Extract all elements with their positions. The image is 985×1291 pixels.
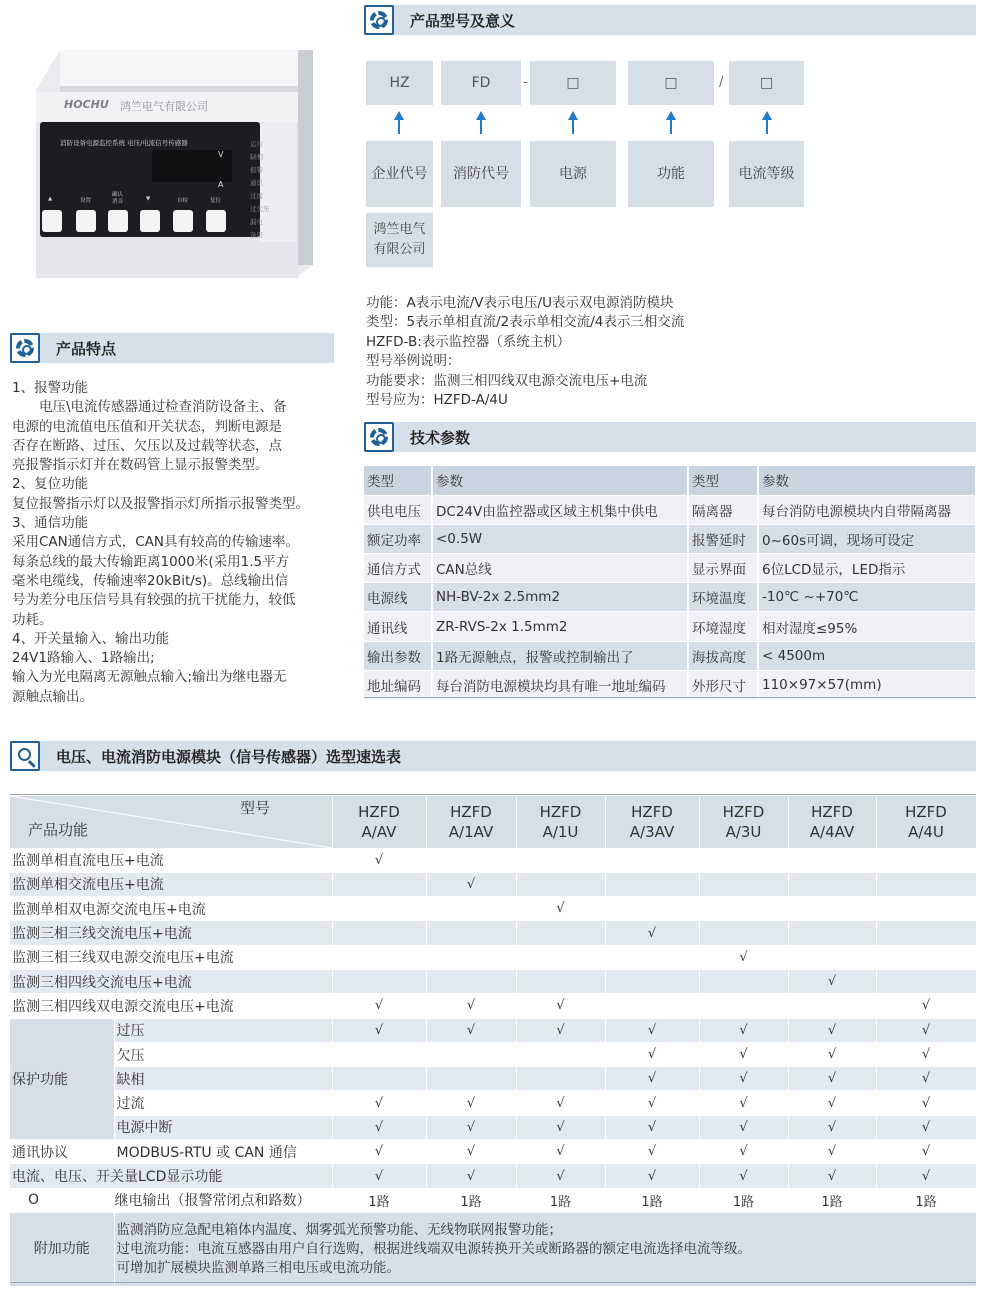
check-mark: √ — [426, 994, 516, 1018]
table-row — [10, 1212, 976, 1286]
feature-line: 亮报警指示灯并在数码管上显示报警类型。 — [12, 457, 269, 474]
check-mark: √ — [788, 1115, 876, 1139]
device-indicators — [250, 138, 270, 242]
tech-table-bottom-rule — [364, 697, 976, 698]
empty-cell — [699, 897, 788, 921]
empty-cell — [699, 872, 788, 896]
function-label: 监测单相直流电压+电流 — [10, 848, 332, 872]
indicator-label: 过流 — [250, 192, 263, 200]
model-suffix: A/3U — [725, 822, 762, 841]
table-cell: 环境温度 — [688, 583, 758, 612]
selection-section-title: 电压、电流消防电源模块（信号传感器）选型速选表 — [56, 748, 402, 766]
check-mark: √ — [876, 1164, 976, 1188]
empty-cell — [332, 897, 426, 921]
check-mark: √ — [332, 1140, 426, 1164]
model-prefix: HZFD — [539, 802, 582, 821]
check-mark: √ — [426, 872, 516, 896]
device-button-down: ▼ — [146, 196, 151, 202]
relay-count: 1路 — [332, 1188, 426, 1212]
check-mark: √ — [788, 1140, 876, 1164]
table-cell: 供电电压 — [364, 495, 432, 524]
model-prefix: HZFD — [450, 802, 492, 821]
model-header — [426, 796, 516, 848]
extra-function-line: 过电流功能：电流互感器由用户自行选购，根据进线端双电源转换开关或断路器的额定电流选择电流等级。 — [116, 1240, 751, 1257]
check-mark: √ — [516, 1164, 605, 1188]
relay-count: 1路 — [426, 1188, 516, 1212]
model-note: 型号举例说明： — [366, 353, 461, 370]
column-header: 参数 — [758, 466, 976, 495]
table-cell: 显示界面 — [688, 554, 758, 583]
table-cell: -10℃ ~+70℃ — [758, 583, 976, 612]
check-mark: √ — [605, 1164, 699, 1188]
check-mark: √ — [605, 1091, 699, 1115]
table-row — [10, 1188, 976, 1212]
column-header: 类型 — [364, 466, 432, 495]
model-suffix: A/4U — [908, 822, 944, 841]
table-cell: 通信方式 — [364, 554, 432, 583]
check-mark: √ — [788, 1164, 876, 1188]
device-button-up: ▲ — [48, 196, 53, 202]
column-header: 类型 — [688, 466, 758, 495]
check-mark: √ — [426, 1018, 516, 1042]
empty-cell — [788, 897, 876, 921]
check-mark: √ — [876, 1091, 976, 1115]
table-cell: 环境湿度 — [688, 612, 758, 641]
check-mark: √ — [699, 1067, 788, 1091]
model-header — [516, 796, 605, 848]
table-row — [364, 554, 976, 583]
device-unit-a: A — [218, 180, 224, 189]
empty-cell — [516, 848, 605, 872]
empty-cell — [605, 969, 699, 993]
protect-item-label: 缺相 — [114, 1067, 332, 1091]
selection-table — [10, 796, 977, 1287]
model-header — [332, 796, 426, 848]
check-mark: √ — [788, 969, 876, 993]
empty-cell — [788, 848, 876, 872]
comm-protocol-value: MODBUS-RTU 或 CAN 通信 — [114, 1140, 332, 1164]
table-row — [10, 994, 976, 1018]
selection-table-bottom-rule — [10, 1282, 976, 1283]
tech-params-table — [364, 466, 977, 700]
check-mark: √ — [788, 1091, 876, 1115]
table-cell: 6位LCD显示，LED指示 — [758, 554, 976, 583]
device-brand: HOCHU — [64, 98, 109, 111]
check-mark: √ — [516, 994, 605, 1018]
check-mark: √ — [605, 1140, 699, 1164]
check-mark: √ — [605, 1018, 699, 1042]
table-cell: 0~60s可调，现场可设定 — [758, 524, 976, 553]
table-cell: NH-BV-2x 2.5mm2 — [432, 583, 688, 612]
feature-line: 采用CAN通信方式，CAN具有较高的传输速率。 — [12, 534, 300, 551]
empty-cell — [332, 945, 426, 969]
meaning-current-level: 电流等级 — [729, 141, 804, 207]
function-label: 监测三相三线双电源交流电压+电流 — [10, 945, 332, 969]
check-mark: √ — [605, 921, 699, 945]
table-cell: 电源线 — [364, 583, 432, 612]
table-row — [10, 1042, 976, 1066]
function-label: 监测三相三线交流电压+电流 — [10, 921, 332, 945]
empty-cell — [876, 921, 976, 945]
device-illustration — [28, 50, 320, 278]
check-mark: √ — [699, 1164, 788, 1188]
model-note: 功能：A表示电流/V表示电压/U表示双电源消防模块 — [366, 295, 674, 311]
function-label: 监测三相四线交流电压+电流 — [10, 969, 332, 993]
model-note: 型号应为：HZFD-A/4U — [366, 392, 508, 409]
empty-cell — [605, 897, 699, 921]
gear-icon — [364, 422, 394, 452]
empty-cell — [516, 945, 605, 969]
arrow-up-icon — [480, 117, 482, 134]
feature-line: 电源的电流值电压值和开关状态，判断电源是 — [12, 418, 282, 435]
empty-cell — [426, 1042, 516, 1066]
column-header: 参数 — [432, 466, 688, 495]
check-mark: √ — [876, 1067, 976, 1091]
table-row — [10, 1140, 976, 1164]
table-cell: 外形尺寸 — [688, 670, 758, 699]
table-row — [364, 495, 976, 524]
model-header — [699, 796, 788, 848]
arrow-up-icon — [398, 117, 400, 134]
feature-line: 1、报警功能 — [12, 380, 89, 396]
check-mark: √ — [332, 1164, 426, 1188]
check-mark: √ — [605, 1042, 699, 1066]
arrow-up-icon — [766, 117, 768, 134]
empty-cell — [426, 969, 516, 993]
check-mark: √ — [876, 994, 976, 1018]
check-mark: √ — [605, 1115, 699, 1139]
model-suffix: A/1U — [542, 822, 579, 841]
model-prefix: HZFD — [722, 802, 765, 821]
empty-cell — [332, 872, 426, 896]
check-mark: √ — [426, 1091, 516, 1115]
protect-group-label: 保护功能 — [10, 1018, 114, 1139]
model-note: 功能要求：监测三相四线双电源交流电压+电流 — [366, 372, 648, 389]
check-mark: √ — [332, 1115, 426, 1139]
empty-cell — [876, 969, 976, 993]
empty-cell — [516, 1067, 605, 1091]
table-row — [10, 1164, 976, 1188]
feature-line: 2、复位功能 — [12, 476, 89, 493]
check-mark: √ — [699, 1018, 788, 1042]
check-mark: √ — [426, 1115, 516, 1139]
table-cell: <0.5W — [432, 524, 688, 553]
indicator-label: 缺相 — [250, 153, 263, 161]
meaning-company-code: 企业代号 — [366, 141, 433, 207]
model-section-title: 产品型号及意义 — [410, 12, 516, 30]
table-row — [10, 1115, 976, 1139]
empty-cell — [876, 945, 976, 969]
feature-line: 24V1路输入、1路输出; — [12, 650, 155, 667]
gear-icon — [10, 333, 40, 363]
check-mark: √ — [332, 994, 426, 1018]
table-row — [364, 641, 976, 670]
empty-cell — [426, 897, 516, 921]
indicator-label: 运行 — [250, 140, 263, 148]
check-mark: √ — [426, 1164, 516, 1188]
model-note: 类型：5表示单相直流/2表示单相交流/4表示三相交流 — [366, 314, 685, 331]
device-panel-title: 消防设备电源监控系统 电压/电流信号传感器 — [60, 139, 188, 147]
indicator-label: 备用 — [250, 231, 263, 239]
selection-section-header — [10, 741, 976, 771]
indicator-label: 过欠压 — [250, 205, 270, 213]
feature-line: 号为差分电压信号具有较强的抗干扰能力，较低 — [12, 592, 296, 609]
table-row — [10, 897, 976, 921]
code-box-power: □ — [530, 61, 616, 105]
check-mark: √ — [699, 1042, 788, 1066]
table-cell: CAN总线 — [432, 554, 688, 583]
table-cell: 海拔高度 — [688, 641, 758, 670]
selection-table-top-rule — [10, 794, 976, 795]
empty-cell — [699, 969, 788, 993]
check-mark: √ — [788, 1042, 876, 1066]
device-button-confirm: 确认消音 — [112, 192, 124, 205]
table-row — [364, 670, 976, 699]
model-suffix: A/AV — [361, 822, 397, 841]
empty-cell — [516, 872, 605, 896]
model-section-header — [364, 5, 976, 35]
table-cell: 额定功率 — [364, 524, 432, 553]
code-box-current-level: □ — [729, 61, 804, 105]
check-mark: √ — [426, 1140, 516, 1164]
table-row — [10, 921, 976, 945]
feature-line: 源触点输出。 — [12, 688, 93, 705]
table-header-row — [364, 466, 976, 495]
corner-function-label: 产品功能 — [28, 821, 89, 839]
empty-cell — [699, 921, 788, 945]
function-label: 监测三相四线双电源交流电压+电流 — [10, 994, 332, 1018]
empty-cell — [426, 921, 516, 945]
extra-function-text — [114, 1212, 976, 1286]
device-button-reset: 复位 — [210, 198, 222, 204]
check-mark: √ — [699, 1140, 788, 1164]
table-cell: 输出参数 — [364, 641, 432, 670]
indicator-label: 报警 — [250, 166, 263, 174]
check-mark: √ — [516, 1091, 605, 1115]
protect-item-label: 欠压 — [114, 1042, 332, 1066]
model-prefix: HZFD — [905, 802, 947, 821]
function-label: 监测单相双电源交流电压+电流 — [10, 897, 332, 921]
extra-function-line: 监测消防应急配电箱体内温度、烟雾弧光预警功能、无线物联网报警功能； — [116, 1221, 562, 1238]
extra-function-label: 附加功能 — [10, 1212, 114, 1286]
feature-line: 复位报警指示灯以及报警指示灯所指示报警类型。 — [12, 495, 309, 512]
check-mark: √ — [332, 1018, 426, 1042]
corner-model-label: 型号 — [240, 799, 271, 817]
device-company: 鸿竺电气有限公司 — [120, 100, 208, 113]
feature-line: 功耗。 — [12, 611, 53, 628]
check-mark: √ — [699, 945, 788, 969]
separator-slash: / — [719, 75, 724, 90]
feature-line: 毫米电缆线，传输速率20kBit/s)。总线输出信 — [12, 572, 289, 589]
check-mark: √ — [516, 1115, 605, 1139]
relay-output-label: 继电输出（报警常闭点和路数） — [114, 1188, 332, 1212]
features-section-header — [10, 333, 334, 363]
gear-icon — [364, 5, 394, 35]
model-note: HZFD-B:表示监控器（系统主机） — [366, 333, 571, 350]
table-cell: < 4500m — [758, 641, 976, 670]
meaning-power: 电源 — [530, 141, 616, 207]
feature-line: 每条总线的最大传输距离1000米(采用1.5平方 — [12, 553, 290, 570]
arrow-up-icon — [572, 117, 574, 134]
check-mark: √ — [876, 1140, 976, 1164]
check-mark: √ — [605, 1067, 699, 1091]
check-mark: √ — [332, 848, 426, 872]
empty-cell — [876, 872, 976, 896]
table-header-row — [10, 796, 976, 848]
empty-cell — [788, 872, 876, 896]
table-cell: DC24V由监控器或区域主机集中供电 — [432, 495, 688, 524]
table-row — [364, 612, 976, 641]
table-cell: 报警延时 — [688, 524, 758, 553]
feature-line: 否存在断路、过压、欠压以及过载等状态，点 — [12, 437, 282, 454]
empty-cell — [332, 1067, 426, 1091]
relay-prefix: O — [10, 1188, 114, 1212]
model-suffix: A/1AV — [448, 822, 494, 841]
table-cell: 每台消防电源模块内自带隔离器 — [758, 495, 976, 524]
table-cell: 地址编码 — [364, 670, 432, 699]
empty-cell — [699, 848, 788, 872]
function-label: 监测单相交流电压+电流 — [10, 872, 332, 896]
comm-protocol-label: 通讯协议 — [10, 1140, 114, 1164]
empty-cell — [876, 848, 976, 872]
model-header — [876, 796, 976, 848]
company-name-line2: 有限公司 — [373, 242, 426, 257]
table-row — [10, 1018, 976, 1042]
indicator-label: 漏电 — [250, 218, 263, 226]
table-cell: 每台消防电源模块均具有唯一地址编码 — [432, 670, 688, 699]
table-cell: 隔离器 — [688, 495, 758, 524]
empty-cell — [516, 969, 605, 993]
table-cell: 通讯线 — [364, 612, 432, 641]
relay-count: 1路 — [699, 1188, 788, 1212]
device-button-set: 设置 — [80, 198, 92, 204]
tech-section-header — [364, 422, 976, 452]
protect-item-label: 过压 — [114, 1018, 332, 1042]
features-section-title: 产品特点 — [56, 340, 117, 358]
check-mark: √ — [332, 1091, 426, 1115]
empty-cell — [788, 994, 876, 1018]
table-row — [10, 945, 976, 969]
check-mark: √ — [699, 1091, 788, 1115]
empty-cell — [332, 969, 426, 993]
check-mark: √ — [516, 1018, 605, 1042]
code-box-function: □ — [628, 61, 714, 105]
empty-cell — [332, 1042, 426, 1066]
indicator-label: 通讯 — [250, 179, 263, 187]
relay-count: 1路 — [876, 1188, 976, 1212]
model-prefix: HZFD — [811, 802, 853, 821]
model-suffix: A/3AV — [629, 822, 675, 841]
code-box-fd: FD — [441, 61, 521, 105]
device-unit-v: V — [218, 150, 224, 159]
empty-cell — [876, 897, 976, 921]
table-row — [10, 1091, 976, 1115]
empty-cell — [605, 848, 699, 872]
check-mark: √ — [788, 1067, 876, 1091]
relay-count: 1路 — [516, 1188, 605, 1212]
empty-cell — [788, 945, 876, 969]
empty-cell — [699, 994, 788, 1018]
check-mark: √ — [876, 1042, 976, 1066]
feature-line: 电压\电流传感器通过检查消防设备主、备 — [12, 399, 287, 416]
model-header — [605, 796, 699, 848]
company-name-line1: 鸿竺电气 — [373, 222, 426, 237]
separator-dash: - — [523, 75, 528, 90]
protect-item-label: 电源中断 — [114, 1115, 332, 1139]
table-cell: 相对湿度≤95% — [758, 612, 976, 641]
relay-count: 1路 — [788, 1188, 876, 1212]
lcd-display-label: 电流、电压、开关量LCD显示功能 — [10, 1164, 332, 1188]
empty-cell — [516, 1042, 605, 1066]
empty-cell — [516, 921, 605, 945]
model-prefix: HZFD — [358, 802, 400, 821]
protect-item-label: 过流 — [114, 1091, 332, 1115]
table-row — [10, 848, 976, 872]
corner-header — [10, 796, 332, 848]
model-notes — [366, 294, 684, 410]
features-text — [12, 379, 342, 707]
device-button-selftest: 自检 — [177, 198, 189, 204]
table-cell: ZR-RVS-2x 1.5mm2 — [432, 612, 688, 641]
feature-line: 3、通信功能 — [12, 515, 89, 532]
arrow-up-icon — [670, 117, 672, 134]
empty-cell — [605, 872, 699, 896]
device-image — [28, 50, 320, 278]
magnifier-icon — [10, 741, 40, 771]
model-suffix: A/4AV — [809, 822, 855, 841]
check-mark: √ — [876, 1018, 976, 1042]
model-prefix: HZFD — [631, 802, 673, 821]
table-row — [10, 969, 976, 993]
tech-section-title: 技术参数 — [410, 429, 471, 447]
empty-cell — [426, 945, 516, 969]
table-row — [10, 1067, 976, 1091]
check-mark: √ — [516, 1140, 605, 1164]
empty-cell — [426, 1067, 516, 1091]
table-cell: 1路无源触点，报警或控制输出了 — [432, 641, 688, 670]
feature-line: 输入为光电隔离无源触点输入;输出为继电器无 — [12, 669, 287, 686]
selection-table-body — [10, 848, 976, 1286]
code-box-hz: HZ — [366, 61, 433, 105]
company-name-box — [366, 213, 433, 267]
check-mark: √ — [876, 1115, 976, 1139]
meaning-fire-code: 消防代号 — [441, 141, 521, 207]
empty-cell — [332, 921, 426, 945]
empty-cell — [605, 994, 699, 1018]
meaning-function: 功能 — [628, 141, 714, 207]
check-mark: √ — [788, 1018, 876, 1042]
check-mark: √ — [699, 1115, 788, 1139]
empty-cell — [788, 921, 876, 945]
feature-line: 4、开关量输入、输出功能 — [12, 630, 170, 647]
empty-cell — [426, 848, 516, 872]
relay-count: 1路 — [605, 1188, 699, 1212]
table-row — [364, 583, 976, 612]
model-header — [788, 796, 876, 848]
table-row — [10, 872, 976, 896]
extra-function-line: 可增加扩展模块监测单路三相电压或电流功能。 — [116, 1259, 400, 1276]
table-cell: 110×97×57(mm) — [758, 670, 976, 699]
table-row — [364, 524, 976, 553]
empty-cell — [605, 945, 699, 969]
check-mark: √ — [516, 897, 605, 921]
